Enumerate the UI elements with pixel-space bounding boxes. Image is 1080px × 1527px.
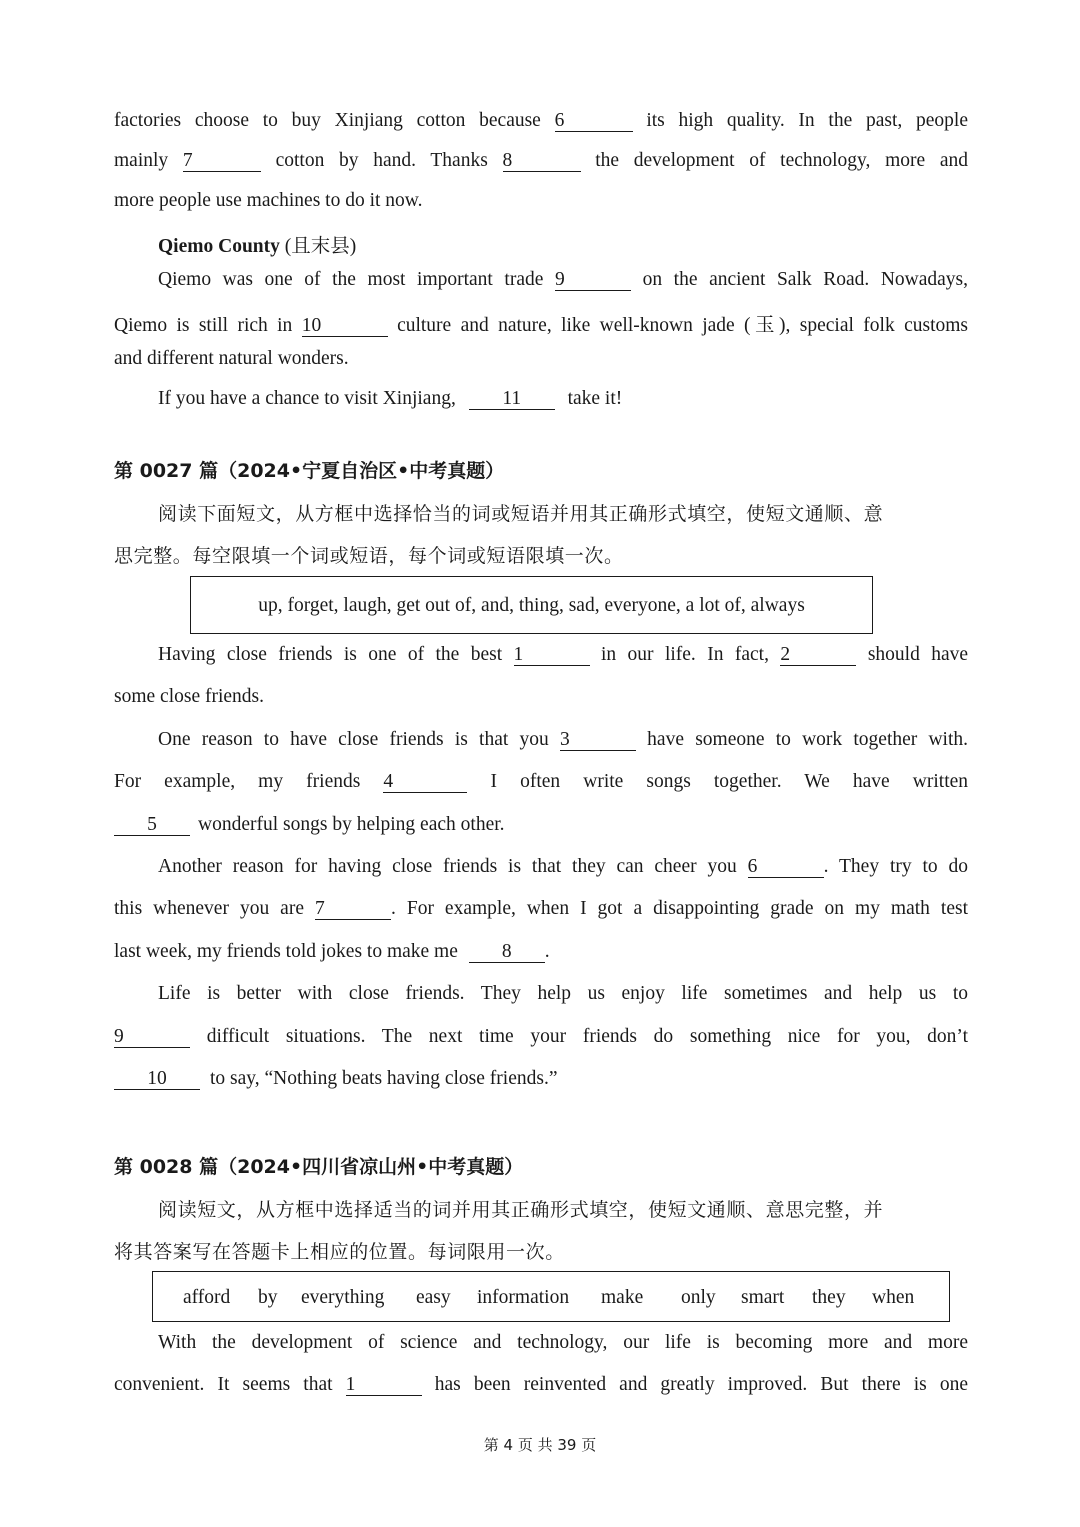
text: Another reason for having close friends is that they can cheer you bbox=[158, 856, 737, 877]
blank-1: 1 bbox=[514, 645, 590, 666]
text-line bbox=[114, 771, 968, 793]
blank-3: 3 bbox=[560, 730, 636, 751]
text-line bbox=[114, 309, 968, 337]
blank-group bbox=[315, 898, 968, 919]
text-line bbox=[158, 644, 968, 666]
blank-9: 9 bbox=[555, 270, 631, 291]
blank-6: 6 bbox=[748, 857, 824, 878]
word-smart: smart bbox=[741, 1287, 785, 1308]
text-line bbox=[158, 856, 968, 878]
text: wonderful songs by helping each other. bbox=[198, 814, 505, 835]
blank-8: 8 bbox=[469, 942, 545, 963]
word-when: when bbox=[872, 1287, 915, 1308]
text: should have bbox=[867, 644, 969, 665]
text: culture and nature, like well-known jade (玉), special folk customs bbox=[397, 315, 968, 336]
text: For example, my friends bbox=[114, 771, 361, 792]
blank-5: 5 bbox=[114, 815, 190, 836]
text: If you have a chance to visit Xinjiang, bbox=[158, 388, 456, 409]
word-they: they bbox=[812, 1287, 846, 1308]
text: cotton by hand. Thanks bbox=[275, 150, 488, 171]
text: convenient. It seems that bbox=[114, 1374, 333, 1395]
instruction-line: 阅读下面短文，从方框中选择恰当的词或短语并用其正确形式填空，使短文通顺、意 bbox=[158, 503, 884, 525]
word-afford: afford bbox=[183, 1287, 231, 1308]
text-line bbox=[114, 898, 968, 920]
text-line bbox=[158, 388, 968, 410]
blank-4: 4 bbox=[383, 772, 467, 793]
text: Having close friends is one of the best bbox=[158, 644, 503, 665]
blank-6: 6 bbox=[555, 111, 633, 132]
text: on the ancient Salk Road. Nowadays, bbox=[642, 269, 969, 290]
text-line: some close friends. bbox=[114, 686, 265, 707]
text-line: Life is better with close friends. They help us enjoy life sometimes and help us to bbox=[158, 983, 968, 1004]
text: the development of technology, more and bbox=[595, 150, 969, 171]
subheading bbox=[158, 230, 968, 258]
text: in our life. In fact, bbox=[600, 644, 769, 665]
word-box bbox=[152, 1271, 950, 1322]
text: have someone to work together with. bbox=[647, 729, 969, 750]
instruction-line: 思完整。每空限填一个词或短语，每个词或短语限填一次。 bbox=[114, 545, 624, 567]
section-heading-0028: 第 0028 篇（2024•四川省凉山州•中考真题） bbox=[114, 1156, 524, 1178]
text: last week, my friends told jokes to make me bbox=[114, 941, 458, 962]
text: Qiemo is still rich in bbox=[114, 315, 293, 336]
text: difficult situations. The next time your friends do something nice for you, don’t bbox=[206, 1026, 968, 1047]
text-line bbox=[114, 814, 968, 836]
blank-11: 11 bbox=[469, 389, 555, 410]
text: this whenever you are bbox=[114, 898, 304, 919]
instruction-line: 将其答案写在答题卡上相应的位置。每词限用一次。 bbox=[114, 1241, 565, 1263]
text-line: more people use machines to do it now. bbox=[114, 190, 423, 211]
text-line bbox=[114, 941, 968, 963]
qiemo-chinese: (且末县) bbox=[279, 236, 357, 257]
text-line bbox=[114, 1068, 968, 1090]
word-make: make bbox=[601, 1287, 644, 1308]
text: I often write songs together. We have written bbox=[490, 771, 969, 792]
text: to say, “Nothing beats having close friends.” bbox=[210, 1068, 558, 1089]
section-heading-0027: 第 0027 篇（2024•宁夏自治区•中考真题） bbox=[114, 460, 505, 482]
blank-1: 1 bbox=[346, 1375, 422, 1396]
text-line bbox=[158, 269, 968, 291]
text: . For example, when I got a disappointing grade on my math test bbox=[390, 898, 968, 919]
blank-9: 9 bbox=[114, 1027, 190, 1048]
blank-8: 8 bbox=[503, 151, 581, 172]
text: has been reinvented and greatly improved. But there is one bbox=[434, 1374, 969, 1395]
text-line bbox=[114, 1374, 968, 1396]
blank-group bbox=[748, 856, 968, 877]
text: . bbox=[544, 941, 550, 962]
text-line: and different natural wonders. bbox=[114, 348, 349, 369]
text-line bbox=[114, 110, 968, 132]
text: . They try to do bbox=[823, 856, 969, 877]
page-footer: 第 4 页 共 39 页 bbox=[483, 1436, 597, 1454]
word-easy: easy bbox=[416, 1287, 451, 1308]
blank-7: 7 bbox=[183, 151, 261, 172]
word-by: by bbox=[258, 1287, 278, 1308]
text-line bbox=[158, 729, 968, 751]
word-only: only bbox=[681, 1287, 716, 1308]
word-box: up, forget, laugh, get out of, and, thing, sad, everyone, a lot of, always bbox=[190, 576, 873, 634]
text-line: With the development of science and technology, our life is becoming more and more bbox=[158, 1332, 968, 1353]
instruction-line: 阅读短文，从方框中选择适当的词并用其正确形式填空，使短文通顺、意思完整，并 bbox=[158, 1199, 884, 1221]
blank-2: 2 bbox=[780, 645, 856, 666]
word-everything: everything bbox=[301, 1287, 385, 1308]
blank-10: 10 bbox=[114, 1069, 200, 1090]
text: its high quality. In the past, people bbox=[646, 110, 968, 131]
text: factories choose to buy Xinjiang cotton because bbox=[114, 110, 541, 131]
text-line bbox=[114, 150, 968, 172]
text-line bbox=[114, 1026, 968, 1048]
word-information: information bbox=[477, 1287, 570, 1308]
text: take it! bbox=[567, 388, 623, 409]
qiemo-title: Qiemo County bbox=[158, 236, 280, 257]
text: One reason to have close friends is that you bbox=[158, 729, 549, 750]
text: Qiemo was one of the most important trade bbox=[158, 269, 544, 290]
blank-7: 7 bbox=[315, 899, 391, 920]
blank-10: 10 bbox=[302, 316, 388, 337]
text: mainly bbox=[114, 150, 169, 171]
